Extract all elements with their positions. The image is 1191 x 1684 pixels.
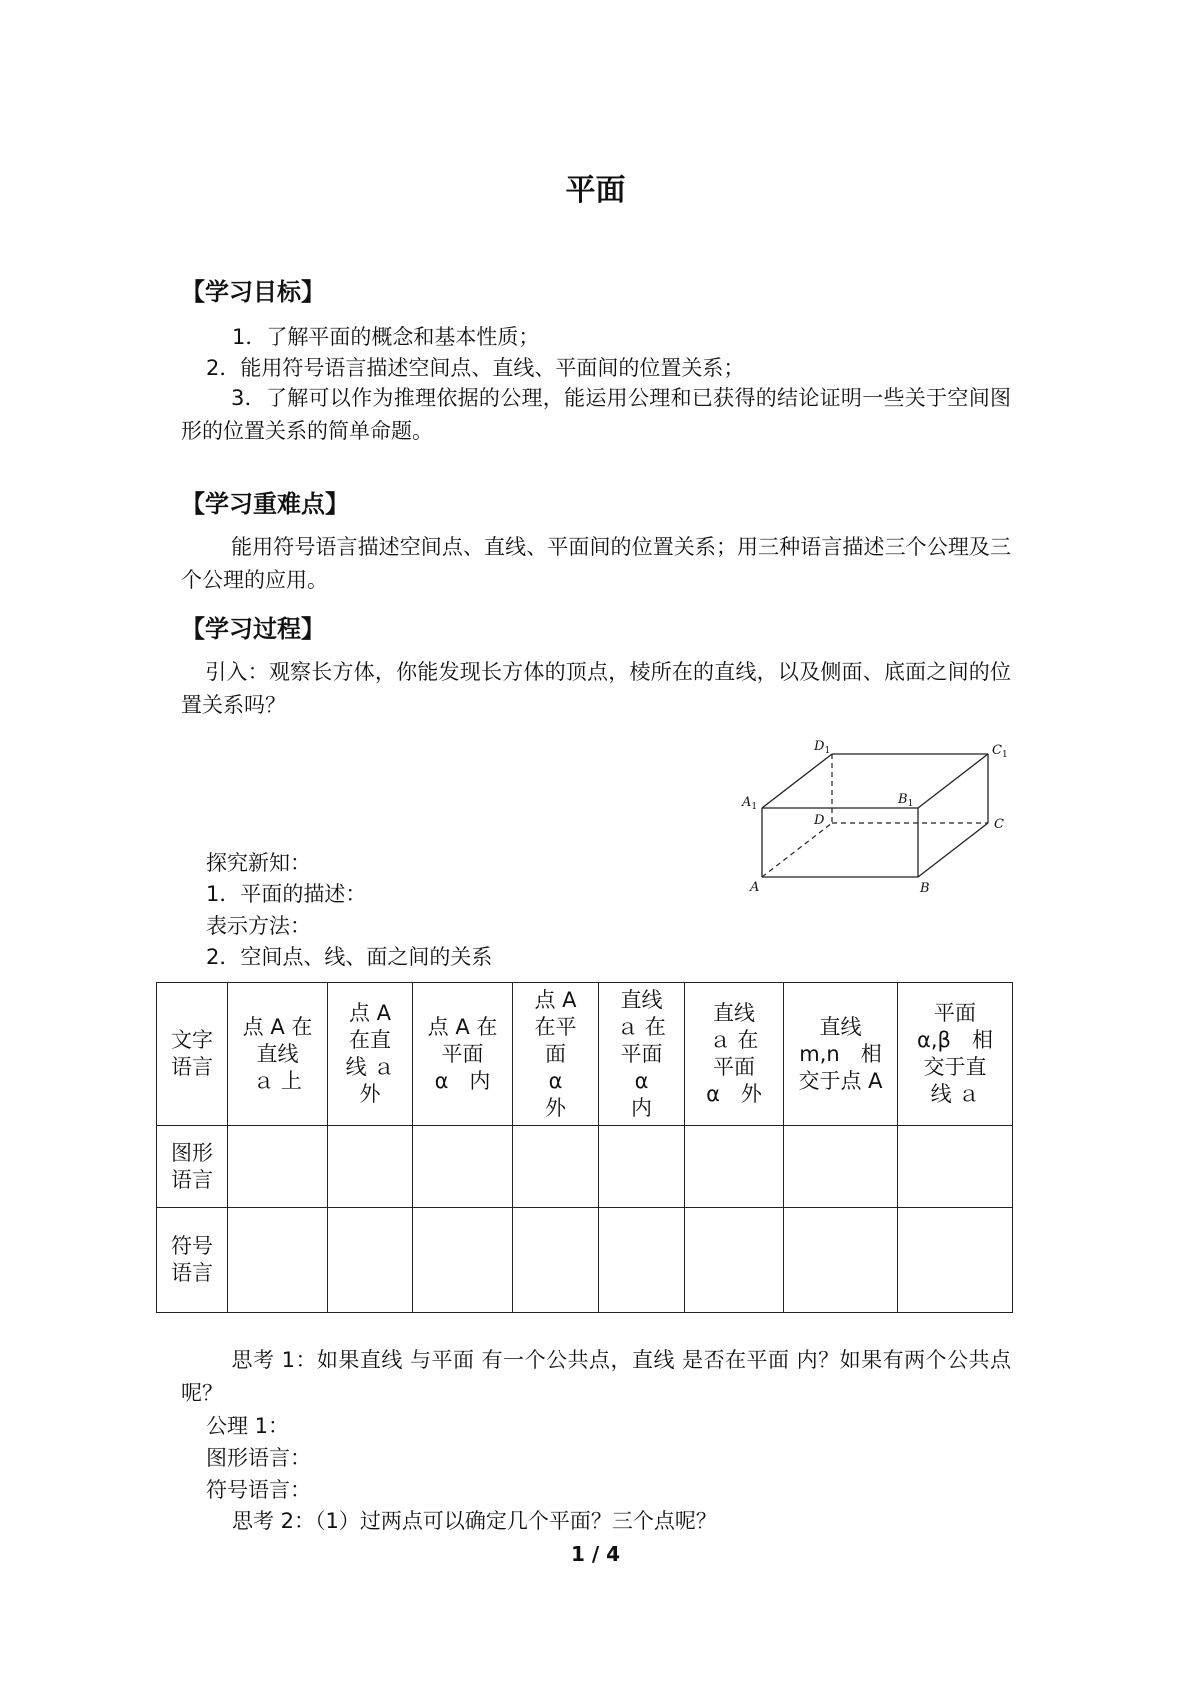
page-number: 1 / 4 <box>570 1542 621 1566</box>
row-label-symbol-language: 符号 语言 <box>157 1208 228 1313</box>
column-header: 点 A 在 直线 ａ 上 <box>228 983 328 1126</box>
explore-label: 探究新知： <box>206 851 311 875</box>
edge-a1-d1 <box>762 754 832 808</box>
column-header: 直线 m,n 相 交于点 A <box>784 983 898 1126</box>
representation-method-label: 表示方法： <box>206 914 311 938</box>
graphic-language-label: 图形语言： <box>206 1446 311 1470</box>
table-cell <box>413 1208 513 1313</box>
process-intro-text: 引入：观察长方体，你能发现长方体的顶点，棱所在的直线，以及侧面、底面之间的位置关系吗？ <box>181 660 1011 717</box>
table-row-graphic <box>157 1126 1013 1208</box>
edge-b1-c1 <box>918 754 988 808</box>
table-row-symbol <box>157 1208 1013 1313</box>
table-cell <box>898 1208 1013 1313</box>
process-intro <box>181 656 1011 722</box>
think-1-text: 思考 1：如果直线 与平面 有一个公共点，直线 是否在平面 内？如果有两个公共点呢？ <box>181 1348 1011 1405</box>
table-cell <box>685 1126 784 1208</box>
table-cell <box>784 1126 898 1208</box>
edge-b-c <box>918 823 988 877</box>
key-points-heading: 【学习重难点】 <box>181 490 349 518</box>
objective-item-3 <box>181 382 1011 448</box>
table-cell <box>599 1208 685 1313</box>
label-b1: $B_1$ <box>898 792 914 809</box>
cuboid-figure <box>730 730 1020 900</box>
plane-description-label: 1．平面的描述： <box>206 882 367 906</box>
label-a: A <box>750 880 760 895</box>
label-c1: $C_1$ <box>992 743 1008 760</box>
label-d: D <box>814 813 825 828</box>
think-1 <box>181 1344 1011 1410</box>
edge-a-d-hidden <box>762 823 832 877</box>
objectives-heading: 【学习目标】 <box>181 278 325 306</box>
page-title: 平面 <box>565 173 626 208</box>
table-cell <box>685 1208 784 1313</box>
label-a1: $A_1$ <box>742 795 758 812</box>
think-2: 思考 2：（1）过两点可以确定几个平面？三个点呢？ <box>232 1509 717 1533</box>
key-points-text <box>181 531 1011 597</box>
row-label-text-language: 文字 语言 <box>157 983 228 1126</box>
table-cell <box>784 1208 898 1313</box>
label-b: B <box>920 881 930 896</box>
column-header: 点 A 在直 线 ａ 外 <box>328 983 413 1126</box>
axiom-1-label: 公理 1： <box>206 1414 290 1438</box>
process-heading: 【学习过程】 <box>181 615 325 643</box>
table-cell <box>599 1126 685 1208</box>
table-cell <box>228 1126 328 1208</box>
column-header: 直线 ａ 在 平面 α 外 <box>685 983 784 1126</box>
relations-label: 2．空间点、线、面之间的关系 <box>206 945 493 969</box>
table-cell <box>513 1126 599 1208</box>
objective-item-2: 2．能用符号语言描述空间点、直线、平面间的位置关系； <box>206 356 745 380</box>
label-d1: $D_1$ <box>814 739 831 756</box>
key-points-body: 能用符号语言描述空间点、直线、平面间的位置关系；用三种语言描述三个公理及三个公理的应用。 <box>181 535 1011 592</box>
label-c: C <box>994 817 1004 832</box>
table-cell <box>413 1126 513 1208</box>
table-cell <box>898 1126 1013 1208</box>
column-header: 直线 ａ 在 平面 α 内 <box>599 983 685 1126</box>
row-label-graphic-language: 图形 语言 <box>157 1126 228 1208</box>
column-header: 点 A 在 平面 α 内 <box>413 983 513 1126</box>
table-cell <box>328 1126 413 1208</box>
table-row-text <box>157 983 1013 1126</box>
objective-item-1: 1．了解平面的概念和基本性质； <box>232 325 540 349</box>
relations-table <box>156 982 1013 1313</box>
column-header: 点 A 在平 面 α 外 <box>513 983 599 1126</box>
symbol-language-label: 符号语言： <box>206 1478 311 1502</box>
objective-item-3-text: 3．了解可以作为推理依据的公理，能运用公理和已获得的结论证明一些关于空间图形的位置关系的简单命题。 <box>181 386 1011 443</box>
table-cell <box>328 1208 413 1313</box>
table-cell <box>513 1208 599 1313</box>
table-cell <box>228 1208 328 1313</box>
column-header: 平面 α,β 相 交于直 线 ａ <box>898 983 1013 1126</box>
